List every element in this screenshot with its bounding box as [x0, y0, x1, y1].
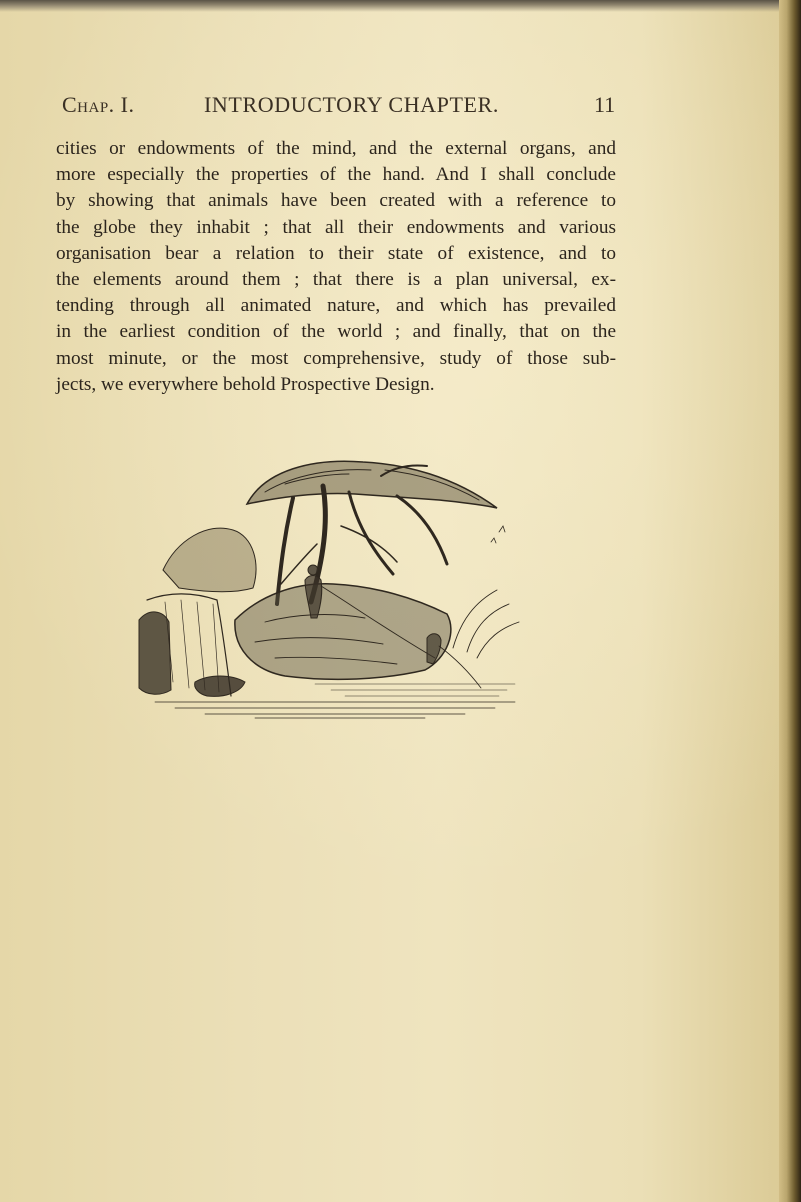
text-line: in the earliest condition of the world ; and finally, that on the [56, 321, 616, 343]
chapter-label: Chap. I. [62, 92, 135, 117]
page-number: 11 [594, 92, 616, 117]
text-line: tending through all animated nature, and which has prevailed [56, 295, 616, 317]
page-top-shadow [0, 0, 801, 12]
text-line: the elements around them ; that there is a plan universal, ex- [56, 269, 616, 291]
book-spine-edge [779, 0, 801, 1202]
body-paragraph [56, 136, 616, 398]
waterfall-fisherman-illustration [135, 452, 535, 722]
engraved-illustration [135, 452, 535, 722]
text-line: organisation bear a relation to their state of existence, and to [56, 242, 616, 264]
text-line: jects, we everywhere behold Prospective Design. [56, 373, 435, 395]
text-line: most minute, or the most comprehensive, study of those sub- [56, 347, 616, 369]
running-header [62, 92, 632, 118]
text-line: cities or endowments of the mind, and the external organs, and [56, 138, 616, 159]
text-line: the globe they inhabit ; that all their endowments and various [56, 216, 616, 238]
text-line: more especially the properties of the hand. And I shall conclude [56, 164, 616, 186]
chapter-title: INTRODUCTORY CHAPTER. [204, 92, 499, 117]
text-line: by showing that animals have been created with a reference to [56, 190, 616, 212]
